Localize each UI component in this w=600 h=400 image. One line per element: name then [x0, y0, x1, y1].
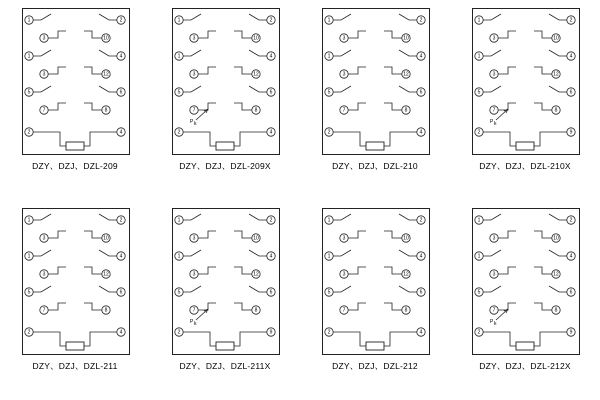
terminal-label: 4: [269, 253, 273, 260]
terminal-label: 5: [327, 89, 331, 96]
terminal-label: 12: [403, 71, 409, 78]
terminal-label: 12: [253, 71, 259, 78]
terminal-label: 7: [42, 107, 46, 114]
terminal-label: 1: [477, 17, 481, 24]
diagram-schematic: [172, 208, 278, 353]
wiring-diagram-dzl-210x: [450, 0, 600, 200]
terminal-label: 8: [254, 107, 258, 114]
terminal-label: 5: [477, 89, 481, 96]
terminal-label: 1: [27, 253, 31, 260]
diagram-schematic: [22, 208, 128, 353]
terminal-label: 4: [419, 129, 423, 136]
terminal-label: 8: [104, 307, 108, 314]
wiring-diagram-dzl-209: [0, 0, 150, 200]
terminal-label: 7: [492, 307, 496, 314]
pk-marker-label: P: [190, 119, 194, 125]
terminal-label: 5: [327, 289, 331, 296]
terminal-label: 1: [177, 217, 181, 224]
terminal-label: 6: [569, 89, 573, 96]
terminal-label: 9: [569, 329, 573, 336]
diagram-caption: DZY、DZJ、DZL-210X: [479, 161, 571, 171]
terminal-label: 9: [269, 329, 273, 336]
terminal-label: 12: [103, 71, 109, 78]
terminal-label: 7: [192, 107, 196, 114]
terminal-label: 1: [477, 253, 481, 260]
terminal-label: 6: [119, 289, 123, 296]
wiring-diagram-dzl-211: [0, 200, 150, 400]
terminal-label: 1: [177, 53, 181, 60]
coil-symbol: [66, 342, 84, 350]
terminal-label: 1: [327, 53, 331, 60]
coil-symbol: [516, 142, 534, 150]
terminal-label: 8: [254, 307, 258, 314]
terminal-label: 2: [419, 17, 423, 24]
terminal-label: 3: [492, 271, 496, 278]
diagram-caption: DZY、DZJ、DZL-209: [32, 161, 118, 171]
terminal-label: 4: [119, 53, 123, 60]
terminal-label: 6: [269, 289, 273, 296]
terminal-label: 5: [477, 289, 481, 296]
pk-marker-label: P: [190, 319, 194, 325]
terminal-label: 3: [192, 35, 196, 42]
pk-marker-subscript: k: [194, 121, 197, 127]
terminal-label: 10: [103, 235, 109, 242]
terminal-label: 10: [553, 235, 559, 242]
terminal-label: 1: [327, 253, 331, 260]
diagram-caption: DZY、DZJ、DZL-211X: [179, 361, 271, 371]
diagram-schematic: [22, 8, 128, 153]
terminal-label: 1: [177, 17, 181, 24]
terminal-label: 12: [103, 271, 109, 278]
diagram-caption: DZY、DZJ、DZL-212: [332, 361, 418, 371]
terminal-label: 2: [177, 329, 181, 336]
terminal-label: 6: [569, 289, 573, 296]
terminal-label: 4: [119, 253, 123, 260]
pk-marker-label: P: [490, 319, 494, 325]
terminal-label: 8: [404, 307, 408, 314]
terminal-label: 2: [269, 217, 273, 224]
terminal-label: 4: [419, 329, 423, 336]
terminal-label: 8: [554, 107, 558, 114]
terminal-label: 3: [42, 235, 46, 242]
terminal-label: 8: [104, 107, 108, 114]
wiring-diagram-dzl-209x: [150, 0, 300, 200]
terminal-label: 10: [403, 35, 409, 42]
terminal-label: 1: [477, 217, 481, 224]
terminal-label: 3: [192, 71, 196, 78]
diagram-caption: DZY、DZJ、DZL-209X: [179, 161, 271, 171]
terminal-label: 4: [419, 253, 423, 260]
terminal-label: 1: [477, 53, 481, 60]
terminal-label: 1: [177, 253, 181, 260]
terminal-label: 3: [192, 271, 196, 278]
terminal-label: 7: [342, 307, 346, 314]
terminal-label: 2: [27, 329, 31, 336]
diagram-schematic: [172, 8, 278, 153]
terminal-label: 10: [103, 35, 109, 42]
pk-marker-label: P: [490, 119, 494, 125]
coil-symbol: [216, 342, 234, 350]
terminal-label: 3: [42, 271, 46, 278]
pk-marker-subscript: k: [494, 321, 497, 327]
terminal-label: 2: [269, 17, 273, 24]
terminal-label: 4: [569, 253, 573, 260]
terminal-label: 7: [342, 107, 346, 114]
diagram-caption: DZY、DZJ、DZL-212X: [479, 361, 571, 371]
coil-symbol: [66, 142, 84, 150]
terminal-label: 4: [119, 129, 123, 136]
terminal-label: 6: [119, 89, 123, 96]
coil-symbol: [216, 142, 234, 150]
terminal-label: 1: [327, 17, 331, 24]
terminal-label: 4: [269, 129, 273, 136]
wiring-diagram-dzl-212: [300, 200, 450, 400]
terminal-label: 6: [419, 289, 423, 296]
terminal-label: 7: [42, 307, 46, 314]
terminal-label: 3: [342, 235, 346, 242]
terminal-label: 2: [327, 129, 331, 136]
terminal-label: 1: [327, 217, 331, 224]
terminal-label: 2: [327, 329, 331, 336]
terminal-label: 2: [27, 129, 31, 136]
terminal-label: 8: [404, 107, 408, 114]
diagram-caption: DZY、DZJ、DZL-211: [32, 361, 118, 371]
terminal-label: 3: [492, 235, 496, 242]
diagram-schematic: [322, 8, 428, 153]
coil-symbol: [366, 142, 384, 150]
coil-symbol: [366, 342, 384, 350]
wiring-diagram-dzl-211x: [150, 200, 300, 400]
terminal-label: 1: [27, 53, 31, 60]
terminal-label: 12: [253, 271, 259, 278]
terminal-label: 12: [553, 71, 559, 78]
diagram-schematic: [322, 208, 428, 353]
terminal-label: 3: [42, 35, 46, 42]
terminal-label: 3: [342, 271, 346, 278]
terminal-label: 3: [342, 35, 346, 42]
terminal-label: 10: [403, 235, 409, 242]
terminal-label: 7: [192, 307, 196, 314]
terminal-label: 5: [177, 89, 181, 96]
terminal-label: 1: [27, 17, 31, 24]
terminal-label: 2: [477, 129, 481, 136]
terminal-label: 2: [477, 329, 481, 336]
terminal-label: 2: [119, 217, 123, 224]
coil-symbol: [516, 342, 534, 350]
diagram-schematic: [472, 8, 578, 153]
terminal-label: 7: [492, 107, 496, 114]
terminal-label: 5: [27, 289, 31, 296]
terminal-label: 2: [119, 17, 123, 24]
terminal-label: 6: [269, 89, 273, 96]
terminal-label: 6: [419, 89, 423, 96]
diagram-schematic: [472, 208, 578, 353]
terminal-label: 10: [553, 35, 559, 42]
terminal-label: 12: [403, 271, 409, 278]
terminal-label: 5: [177, 289, 181, 296]
terminal-label: 10: [253, 235, 259, 242]
terminal-label: 2: [177, 129, 181, 136]
wiring-diagram-dzl-210: [300, 0, 450, 200]
terminal-label: 4: [419, 53, 423, 60]
terminal-label: 5: [27, 89, 31, 96]
diagram-caption: DZY、DZJ、DZL-210: [332, 161, 418, 171]
terminal-label: 3: [492, 71, 496, 78]
terminal-label: 9: [569, 129, 573, 136]
terminal-label: 3: [42, 71, 46, 78]
terminal-label: 2: [569, 217, 573, 224]
pk-marker-subscript: k: [494, 121, 497, 127]
terminal-label: 12: [553, 271, 559, 278]
terminal-label: 10: [253, 35, 259, 42]
terminal-label: 3: [342, 71, 346, 78]
terminal-label: 1: [27, 217, 31, 224]
terminal-label: 4: [269, 53, 273, 60]
terminal-label: 3: [192, 235, 196, 242]
terminal-label: 2: [419, 217, 423, 224]
terminal-label: 8: [554, 307, 558, 314]
terminal-label: 2: [569, 17, 573, 24]
terminal-label: 4: [569, 53, 573, 60]
pk-marker-subscript: k: [194, 321, 197, 327]
terminal-label: 3: [492, 35, 496, 42]
terminal-label: 4: [119, 329, 123, 336]
wiring-diagram-dzl-212x: [450, 200, 600, 400]
